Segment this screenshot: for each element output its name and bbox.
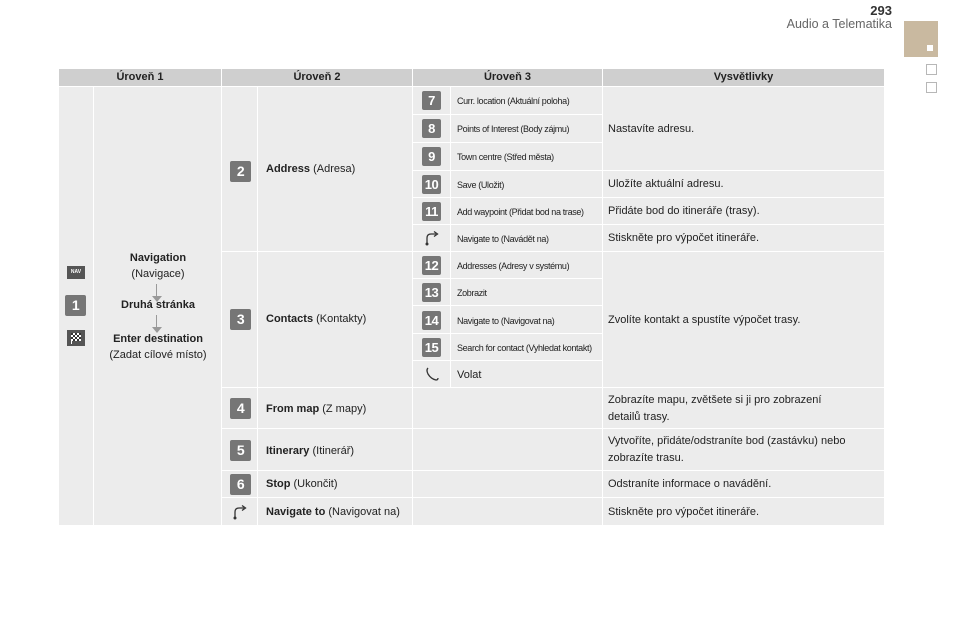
level2-itinerary: Itinerary (Itinerář) — [266, 445, 355, 457]
step-badge-12: 12 — [422, 256, 441, 275]
step-badge-9: 9 — [422, 147, 441, 166]
comment-text: Zobrazíte mapu, zvětšete si ji pro zobrazení detailů trasy. — [608, 394, 822, 423]
level3-label: Volat — [457, 369, 482, 381]
step-badge-10: 10 — [422, 175, 441, 194]
level3-label: Town centre (Střed města) — [457, 152, 554, 162]
navigation-label: Navigation — [129, 252, 187, 264]
level3-label: Curr. location (Aktuální poloha) — [457, 96, 570, 106]
step-badge-7: 7 — [422, 91, 441, 110]
level3-empty-cell — [413, 471, 603, 498]
level3-empty-cell — [413, 498, 603, 526]
header-level1: Úroveň 1 — [59, 69, 222, 87]
step-badge-6: 6 — [230, 474, 251, 495]
flag-icon — [67, 330, 85, 346]
level3-label: Zobrazit — [457, 288, 487, 298]
level3-empty-cell — [413, 429, 603, 471]
level2-contacts: Contacts (Kontakty) — [266, 313, 367, 325]
step-badge-11: 11 — [422, 202, 441, 221]
step-badge-4: 4 — [230, 398, 251, 419]
header-comments: Vysvětlivky — [603, 69, 885, 87]
step-badge-2: 2 — [230, 161, 251, 182]
step-badge-14: 14 — [422, 311, 441, 330]
page-number: 293 — [870, 3, 892, 18]
square-icon — [926, 82, 937, 93]
section-title: Audio a Telematika — [786, 17, 892, 31]
step-badge-1: 1 — [65, 295, 86, 316]
navigation-label-cz: (Navigace) — [131, 268, 185, 280]
level3-label: Search for contact (Vyhledat kontakt) — [457, 343, 592, 353]
level2-navigate-to: Navigate to (Navigovat na) — [266, 506, 400, 518]
step-badge-5: 5 — [230, 440, 251, 461]
level2-stop: Stop (Ukončit) — [266, 478, 338, 490]
comment-text: Uložíte aktuální adresu. — [608, 178, 724, 190]
enter-destination-label-cz: (Zadat cílové místo) — [109, 349, 207, 361]
header-level2: Úroveň 2 — [222, 69, 413, 87]
level3-label: Save (Uložit) — [457, 180, 504, 190]
level3-label: Navigate to (Navádět na) — [457, 234, 549, 244]
level3-label: Points of Interest (Body zájmu) — [457, 124, 570, 134]
square-icon — [926, 64, 937, 75]
header-level3: Úroveň 3 — [413, 69, 603, 87]
comment-text: Stiskněte pro výpočet itineráře. — [608, 506, 760, 518]
comment-text: Nastavíte adresu. — [608, 123, 695, 135]
comment-text: Zvolíte kontakt a spustíte výpočet trasy. — [608, 314, 801, 326]
navigate-icon — [231, 503, 249, 526]
step-badge-3: 3 — [230, 309, 251, 330]
step-badge-13: 13 — [422, 283, 441, 302]
comment-text: Odstraníte informace o navádění. — [608, 478, 772, 490]
step-badge-8: 8 — [422, 119, 441, 138]
comment-text: Stiskněte pro výpočet itineráře. — [608, 232, 760, 244]
level3-label: Add waypoint (Přidat bod na trase) — [457, 207, 584, 217]
level2-address: Address (Adresa) — [266, 163, 356, 175]
second-page-label: Druhá stránka — [121, 299, 195, 311]
level3-empty-cell — [413, 388, 603, 429]
navigate-icon — [423, 229, 441, 252]
nav-button-icon: NAV — [67, 266, 85, 279]
enter-destination-label: Enter destination — [113, 333, 203, 345]
step-badge-15: 15 — [422, 338, 441, 357]
comment-text: Vytvoříte, přidáte/odstraníte bod (zastávku) nebo zobrazíte trasu. — [608, 435, 846, 464]
chapter-tab — [904, 21, 938, 57]
comment-text: Přidáte bod do itineráře (trasy). — [608, 205, 760, 217]
level3-label: Navigate to (Navigovat na) — [457, 316, 555, 326]
phone-icon — [423, 365, 441, 388]
level2-from-map: From map (Z mapy) — [266, 403, 367, 415]
arrow-down-icon — [152, 315, 162, 333]
level3-label: Addresses (Adresy v systému) — [457, 261, 570, 271]
